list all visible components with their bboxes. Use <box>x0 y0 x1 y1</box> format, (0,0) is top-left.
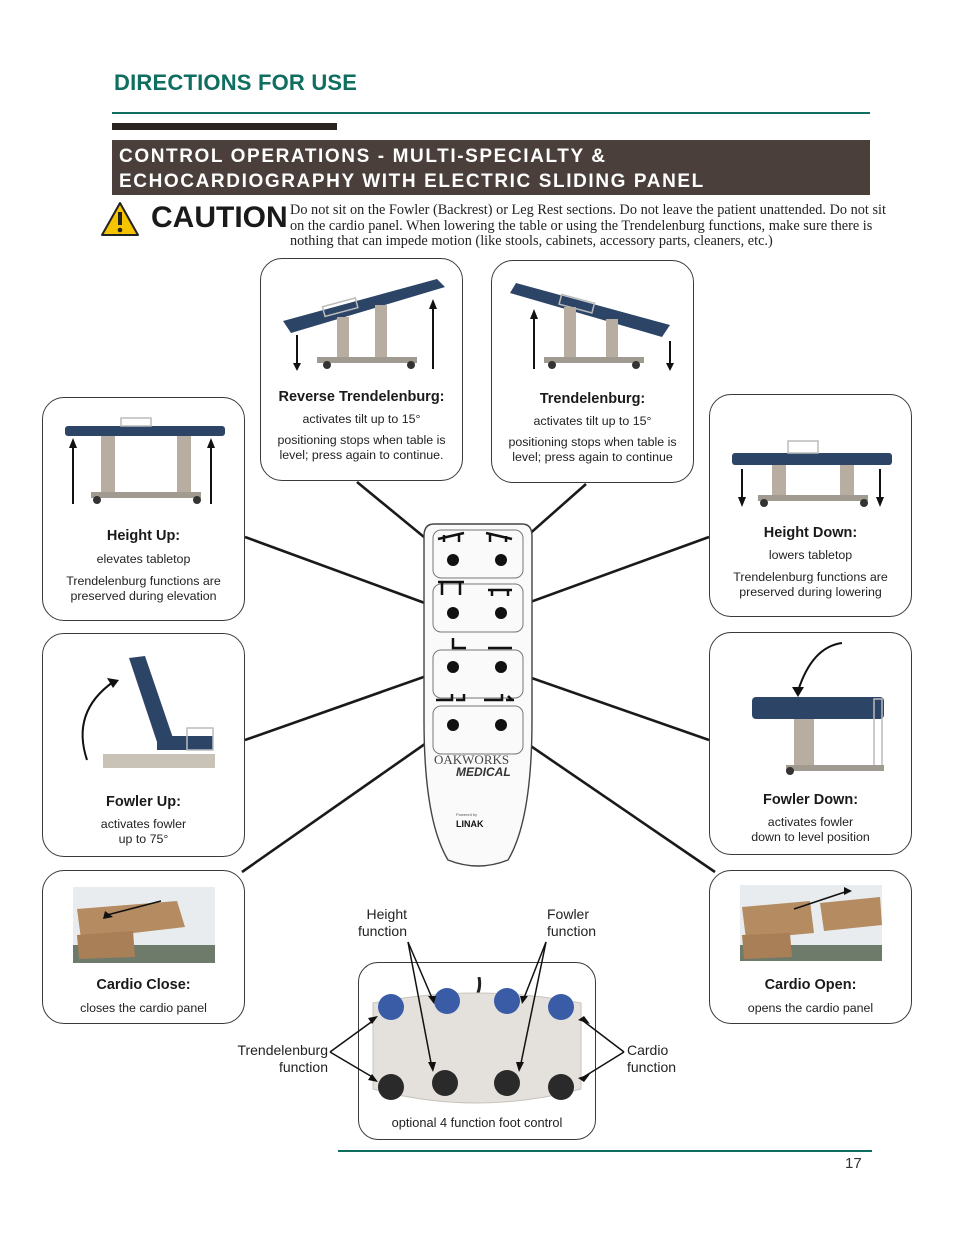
card-line-1: activates tilt up to 15° <box>302 412 421 426</box>
card-line-2: down to level position <box>751 830 870 844</box>
remote-powered-by: Powered by <box>456 812 478 817</box>
card-line-2: up to 75° <box>118 832 169 846</box>
card-title: Trendelenburg: <box>539 391 646 407</box>
card-line-1: closes the cardio panel <box>80 1001 207 1015</box>
foot-label-trendelenburg: Trendelenburg function <box>237 1042 328 1075</box>
foot-label-fowler: Fowler function <box>547 906 597 939</box>
card-line-1: lowers tabletop <box>768 548 853 562</box>
banner-line-1: CONTROL OPERATIONS - MULTI-SPECIALTY & <box>119 146 607 167</box>
page-number: 17 <box>845 1155 862 1172</box>
remote-linak-logo: LINAK <box>456 819 484 829</box>
caution-text: Do not sit on the Fowler (Backrest) or Leg Rest sections. Do not leave the patient unattended. Do not sit on the cardio panel. When lowering the table or using the Trendelenburg functions, make sure there is nothing that can impede motion (like stools, cabinets, accessory parts, cleaners, etc.) <box>290 202 886 250</box>
card-title: Fowler Down: <box>762 792 859 808</box>
remote-brand-oakworks: OAKWORKS <box>434 752 510 767</box>
card-line-1: elevates tabletop <box>96 552 191 566</box>
banner-line-2: ECHOCARDIOGRAPHY WITH ELECTRIC SLIDING PANEL <box>119 171 705 192</box>
section-title: DIRECTIONS FOR USE <box>114 70 358 95</box>
caution-heading: CAUTION <box>151 201 288 234</box>
card-line-2: positioning stops when table is level; press again to continue <box>508 435 677 464</box>
card-line-1: activates tilt up to 15° <box>533 414 652 428</box>
card-line-1: activates fowler <box>767 815 854 829</box>
card-line-2: positioning stops when table is level; press again to continue. <box>277 433 446 462</box>
card-line-2: Trendelenburg functions are preserved during elevation <box>66 574 221 603</box>
card-title: Cardio Open: <box>764 977 857 993</box>
card-title: Height Up: <box>106 528 181 544</box>
card-line-2: Trendelenburg functions are preserved during lowering <box>733 570 888 599</box>
card-title: Fowler Up: <box>106 794 181 810</box>
foot-label-height: Height function <box>357 906 407 939</box>
card-line-1: activates fowler <box>100 817 187 831</box>
card-line-1: opens the cardio panel <box>747 1001 874 1015</box>
foot-label-cardio: Cardio function <box>627 1042 677 1075</box>
remote-brand-medical: MEDICAL <box>456 765 511 779</box>
card-title: Cardio Close: <box>96 977 191 993</box>
card-title: Height Down: <box>763 525 858 541</box>
foot-control-caption: optional 4 function foot control <box>391 1115 563 1130</box>
card-title: Reverse Trendelenburg: <box>278 389 445 405</box>
footer-divider <box>338 1150 872 1152</box>
